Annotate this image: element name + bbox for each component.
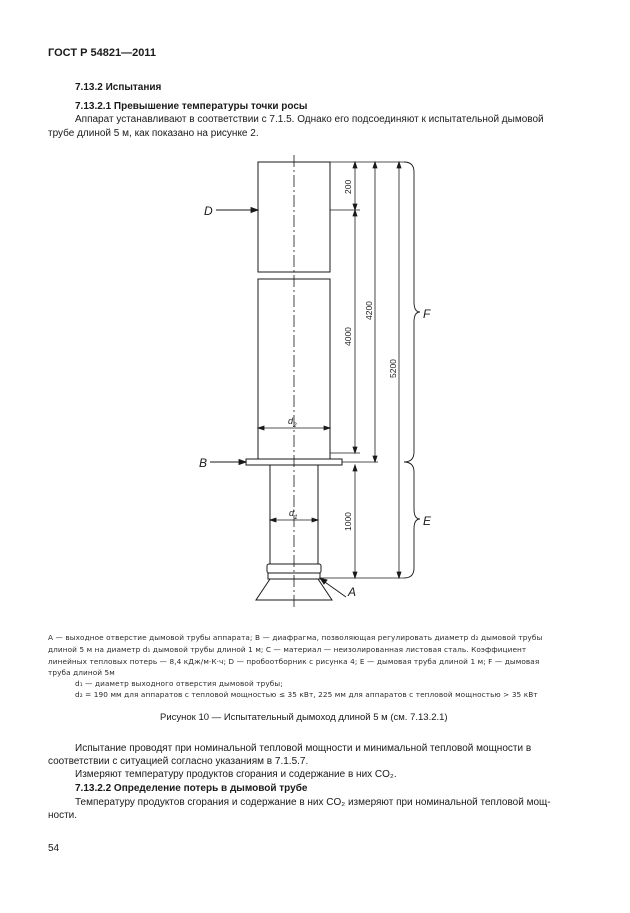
label-f: F — [423, 307, 431, 321]
body-para3-line1: Температуру продуктов сгорания и содержание в них CO₂ измеряют при номинальной тепловой мощ- — [75, 797, 551, 808]
dim-5200: 5200 — [388, 359, 398, 378]
dim-4000: 4000 — [343, 327, 353, 346]
dim-4200: 4200 — [364, 301, 374, 320]
label-b: B — [199, 456, 208, 470]
brace-e — [404, 462, 420, 578]
probe-d-arrow — [216, 208, 258, 213]
dim-1000: 1000 — [343, 512, 353, 531]
d2-label: $d_2$ — [288, 416, 297, 429]
d1-label: $d_1$ — [289, 508, 298, 521]
figure-caption: Рисунок 10 — Испытательный дымоход длиной 5 м (см. 7.13.2.1) — [160, 712, 448, 723]
label-a: A — [348, 585, 357, 599]
section-7-13-2-title: 7.13.2 Испытания — [75, 82, 162, 93]
diaphragm-b-arrow — [210, 460, 246, 465]
section-7-13-2-2-title: 7.13.2.2 Определение потерь в дымовой трубе — [75, 783, 308, 794]
section-7-13-2-1-text-line2: трубе длиной 5 м, как показано на рисунке 2. — [48, 128, 259, 139]
section-7-13-2-1-title: 7.13.2.1 Превышение температуры точки росы — [75, 101, 308, 112]
label-d: D — [204, 204, 213, 218]
body-para1-line2: соответствии с ситуацией согласно указаниям в 7.1.5.7. — [48, 756, 309, 767]
page-number: 54 — [48, 843, 60, 854]
label-e: E — [423, 514, 432, 528]
body-para2: Измеряют температуру продуктов сгорания и содержание в них CO₂. — [75, 769, 397, 780]
dim-200: 200 — [343, 179, 353, 194]
body-para1-line1: Испытание проводят при номинальной тепловой мощности и минимальной тепловой мощности в — [75, 743, 532, 754]
body-para3-line2: ности. — [48, 810, 78, 821]
legend-line6: d₂ = 190 мм для аппаратов с тепловой мощностью ≤ 35 кВт, 225 мм для аппаратов с тепловой мощностью > 35 кВт — [75, 690, 538, 699]
legend-line3: линейных тепловых потерь — 8,4 кДж/м·К·ч; D — пробоотборник с рисунка 4; E — дымовая труба длиной 1 м; F — дымовая — [48, 657, 540, 666]
legend-line4: труба длиной 5м — [48, 668, 115, 677]
legend-line2: длиной 5 м на диаметр d₁ дымовой трубы длиной 1 м; C — материал — неизолированная листовая сталь. Коэффициент — [48, 645, 527, 654]
legend-line5: d₁ — диаметр выходного отверстия дымовой трубы; — [75, 679, 283, 688]
legend-line1: A — выходное отверстие дымовой трубы аппарата; B — диафрагма, позволяющая регулировать диаметр d₂ дымовой трубы — [48, 633, 543, 642]
section-7-13-2-1-text-line1: Аппарат устанавливают в соответствии с 7.1.5. Однако его подсоединяют к испытательной дымовой — [75, 114, 544, 125]
brace-f — [404, 162, 420, 462]
document-header: ГОСТ Р 54821—2011 — [48, 47, 156, 59]
